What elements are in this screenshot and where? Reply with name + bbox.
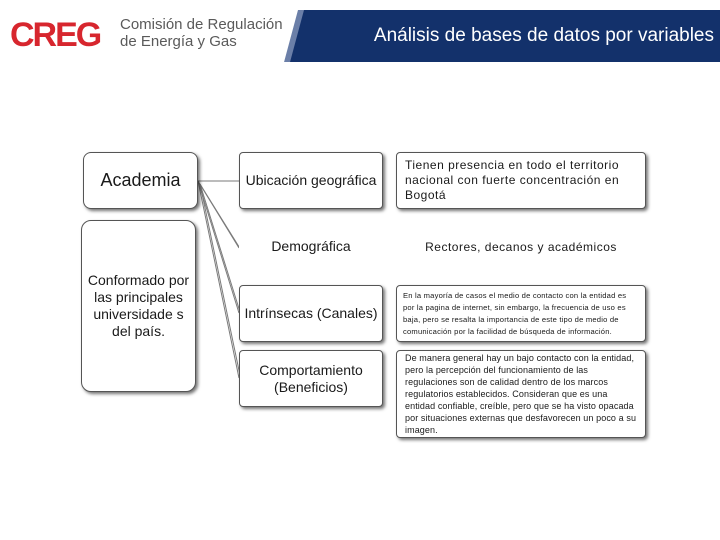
connector-line	[200, 184, 241, 250]
variable-box-intrinsecas: Intrínsecas (Canales)	[239, 285, 383, 342]
description-box-intrinsecas: En la mayoría de casos el medio de contacto con la entidad es por la pagina de internet, sin embargo, la frecuencia de uso es baja, pero se resalta la importancia de este tipo de medio de comunicación por la facilidad de búsqueda de información.	[396, 285, 646, 342]
organization-name-line1: Comisión de Regulación	[120, 16, 283, 33]
description-box-comportamiento: De manera general hay un bajo contacto con la entidad, pero la percepción del funcionamiento de las regulaciones son de calidad dentro de los marcos regulatorios establecidos. Consideran que es una entidad confiable, creíble, pero que se ha visto opacada por situaciones externas que desfavorecen un poco a su imagen.	[396, 350, 646, 438]
description-box-demografica: Rectores, decanos y académicos	[396, 221, 646, 274]
slide-title: Análisis de bases de datos por variables	[373, 25, 714, 46]
variable-box-demografica: Demográfica	[239, 220, 383, 275]
organization-name-line2: de Energía y Gas	[120, 33, 237, 50]
connector-line	[200, 184, 241, 315]
connector-line	[198, 181, 239, 313]
group-box-academia: Academia	[83, 152, 198, 209]
group-description-box: Conformado por las principales universidade s del país.	[81, 220, 196, 392]
variable-box-comportamiento: Comportamiento (Beneficios)	[239, 350, 383, 407]
description-box-ubicacion: Tienen presencia en todo el territorio nacional con fuerte concentración en Bogotá	[396, 152, 646, 209]
connector-line	[200, 184, 241, 380]
connector-line	[198, 181, 239, 378]
creg-logo-mark: CREG	[10, 16, 101, 54]
variable-box-ubicacion: Ubicación geográfica	[239, 152, 383, 209]
